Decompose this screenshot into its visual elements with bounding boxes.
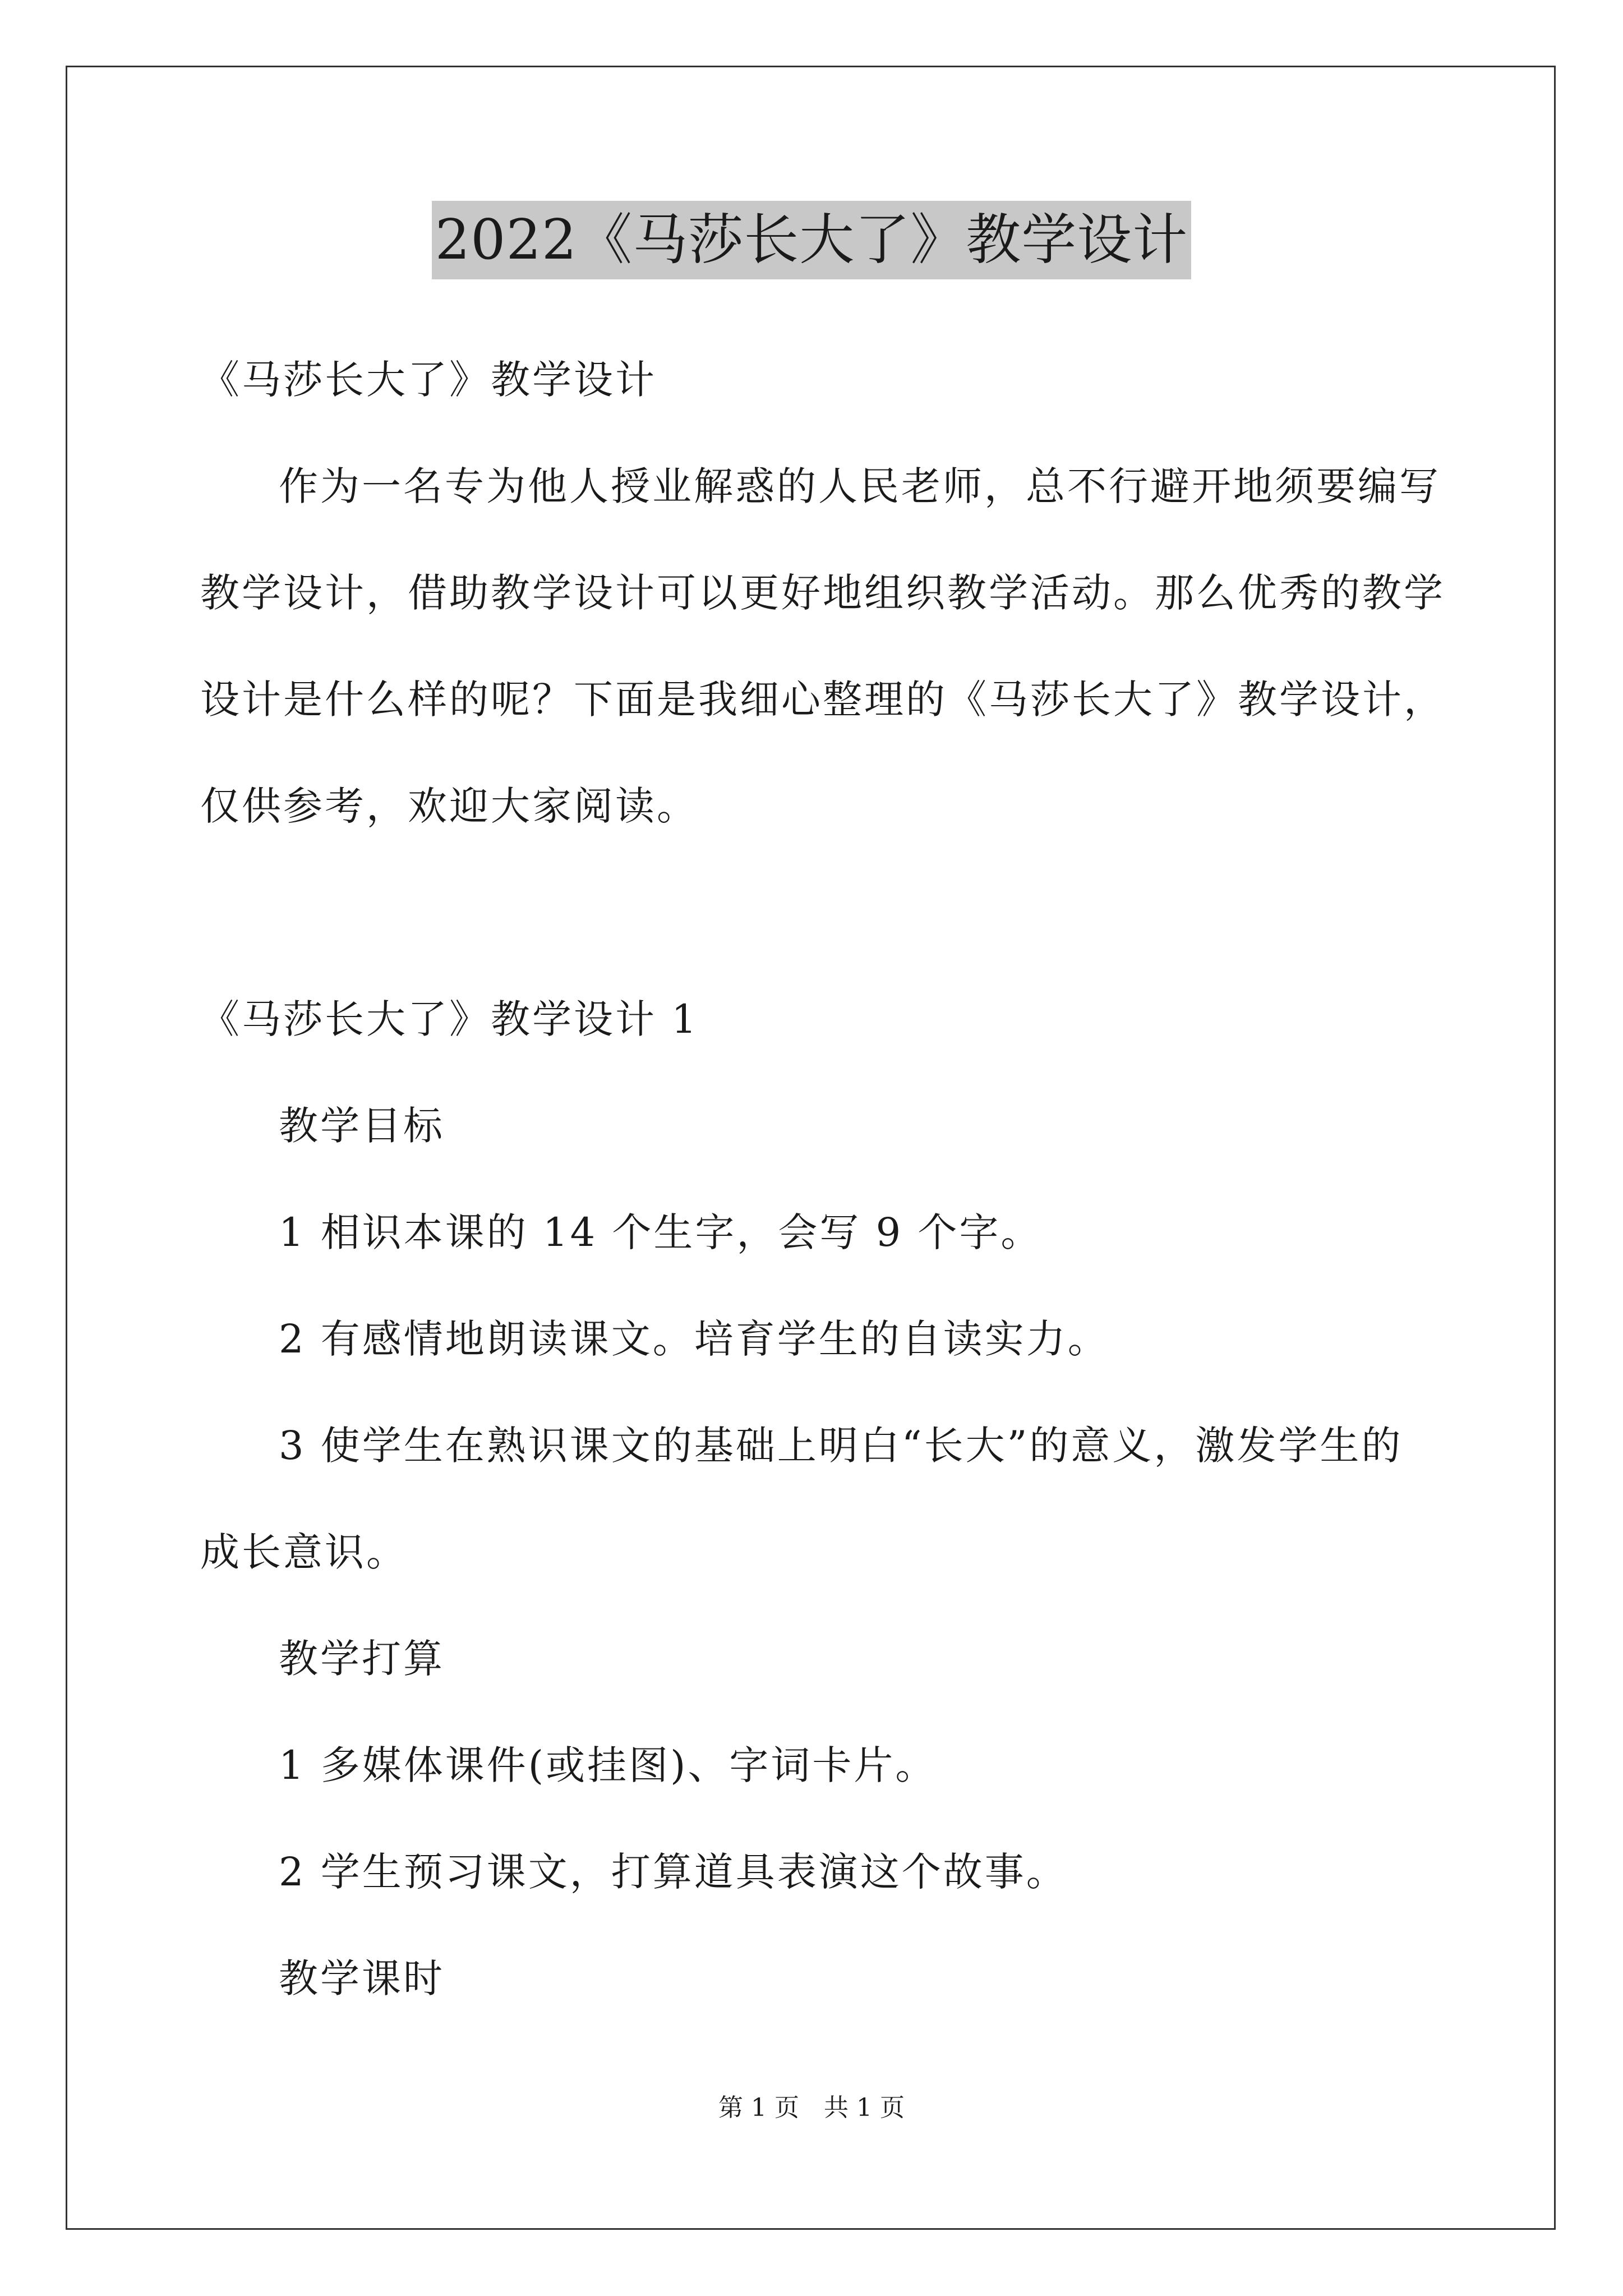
intro-line-3: 设计是什么样的呢？下面是我细心整理的《马莎长大了》教学设计， xyxy=(200,677,1445,723)
section-heading: 《马莎长大了》教学设计 1 xyxy=(200,996,699,1042)
hours-heading: 教学课时 xyxy=(279,1955,445,2001)
goal-item-3-line-1: 3 使学生在熟识课文的基础上明白“长大”的意义，激发学生的 xyxy=(279,1423,1403,1469)
prep-item-2: 2 学生预习课文，打算道具表演这个故事。 xyxy=(279,1849,1068,1895)
document-subtitle: 《马莎长大了》教学设计 xyxy=(200,357,657,403)
goal-item-1: 1 相识本课的 14 个生字，会写 9 个字。 xyxy=(279,1209,1043,1255)
intro-line-2: 教学设计，借助教学设计可以更好地组织教学活动。那么优秀的教学 xyxy=(200,570,1445,616)
document-title: 2022《马莎长大了》教学设计 xyxy=(432,201,1191,279)
intro-line-4: 仅供参考，欢迎大家阅读。 xyxy=(200,783,698,829)
goals-heading: 教学目标 xyxy=(279,1103,445,1149)
goal-item-2: 2 有感情地朗读课文。培育学生的自读实力。 xyxy=(279,1316,1109,1362)
intro-line-1: 作为一名专为他人授业解惑的人民老师，总不行避开地须要编写 xyxy=(279,463,1441,509)
prep-heading: 教学打算 xyxy=(279,1636,445,1682)
prep-item-1: 1 多媒体课件(或挂图)、字词卡片。 xyxy=(279,1742,937,1788)
page-footer: 第 1 页 共 1 页 xyxy=(718,2093,905,2122)
title-container xyxy=(0,201,1623,279)
goal-item-3-line-2: 成长意识。 xyxy=(200,1529,408,1575)
